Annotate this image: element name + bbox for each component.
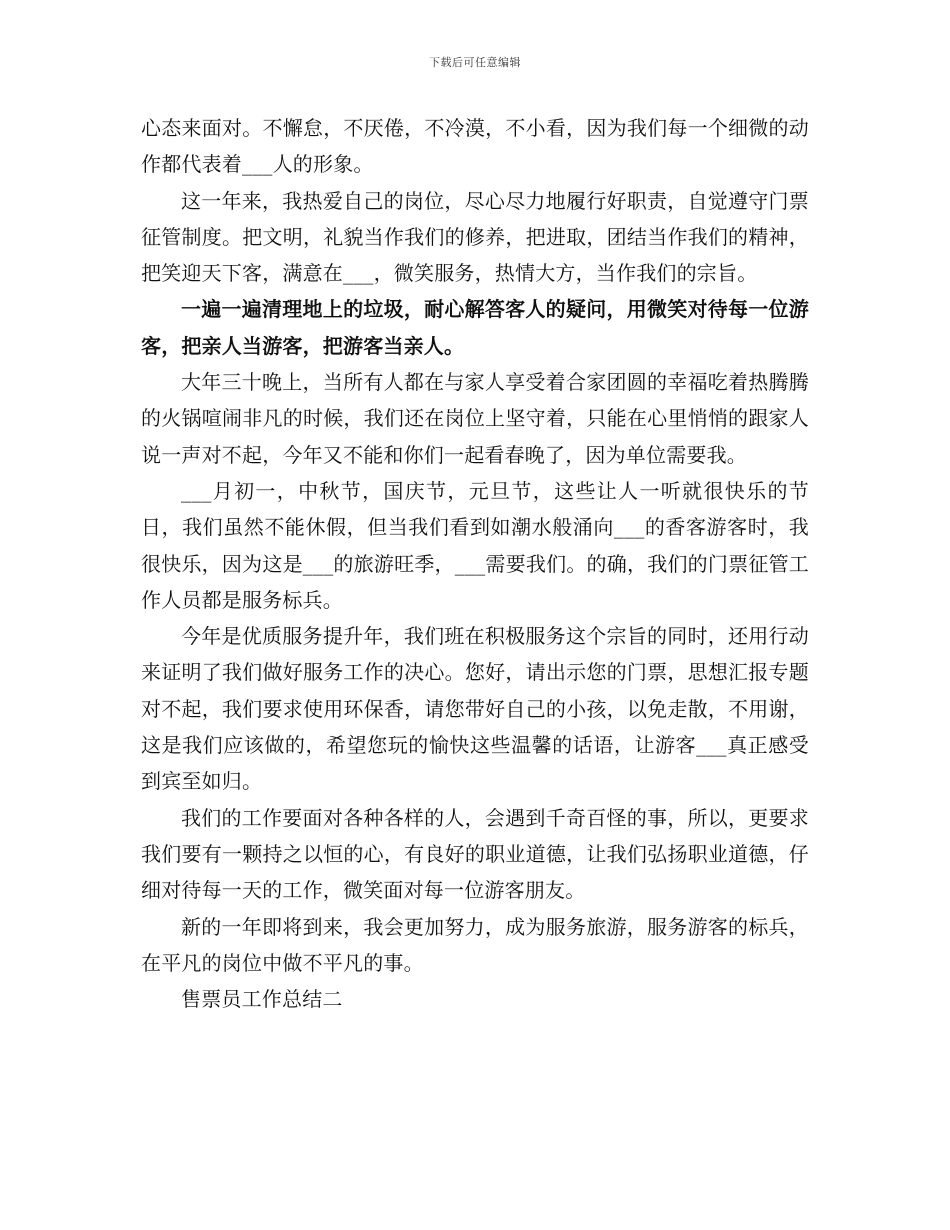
paragraph-5: ___月初一，中秋节，国庆节，元旦节，这些让人一听就很快乐的节日，我们虽然不能休假，但当我们看到如潮水般涌向___的香客游客时，我很快乐，因为这是___的旅游旺季，___需要我们。的确，我们的门票征管工作人员都是服务标兵。 [141,478,809,612]
paragraph-4: 大年三十晚上，当所有人都在与家人享受着合家团圆的幸福吃着热腾腾的火锅喧闹非凡的时候，我们还在岗位上坚守着，只能在心里悄悄的跟家人说一声对不起，今年又不能和你们一起看春晚了，因为单位需要我。 [141,370,809,467]
paragraph-1: 心态来面对。不懈怠，不厌倦，不冷漠，不小看，因为我们每一个细微的动作都代表着___人的形象。 [141,116,809,177]
section-heading: 售票员工作总结二 [181,987,343,1012]
paragraph-7: 我们的工作要面对各种各样的人，会遇到千奇百怪的事，所以，更要求我们要有一颗持之以恒的心，有良好的职业道德，让我们弘扬职业道德，仔细对待每一天的工作，微笑面对每一位游客朋友。 [141,805,809,903]
page-header-note: 下载后可任意编辑 [429,56,521,69]
document-body [141,110,809,1017]
paragraph-8: 新的一年即将到来，我会更加努力，成为服务旅游，服务游客的标兵，在平凡的岗位中做不平凡的事。 [141,914,809,975]
paragraph-6: 今年是优质服务提升年，我们班在积极服务这个宗旨的同时，还用行动来证明了我们做好服务工作的决心。您好，请出示您的门票，思想汇报专题对不起，我们要求使用环保香，请您带好自己的小孩，以免走散，不用谢，这是我们应该做的，希望您玩的愉快这些温馨的话语，让游客___真正感受到宾至如归。 [141,624,809,794]
paragraph-3-bold: 一遍一遍清理地上的垃圾，耐心解答客人的疑问，用微笑对待每一位游客，把亲人当游客，把游客当亲人。 [141,297,809,358]
paragraph-2: 这一年来，我热爱自己的岗位，尽心尽力地履行好职责，自觉遵守门票征管制度。把文明，礼貌当作我们的修养，把进取，团结当作我们的精神，把笑迎天下客，满意在___，微笑服务，热情大方，当作我们的宗旨。 [141,188,809,286]
